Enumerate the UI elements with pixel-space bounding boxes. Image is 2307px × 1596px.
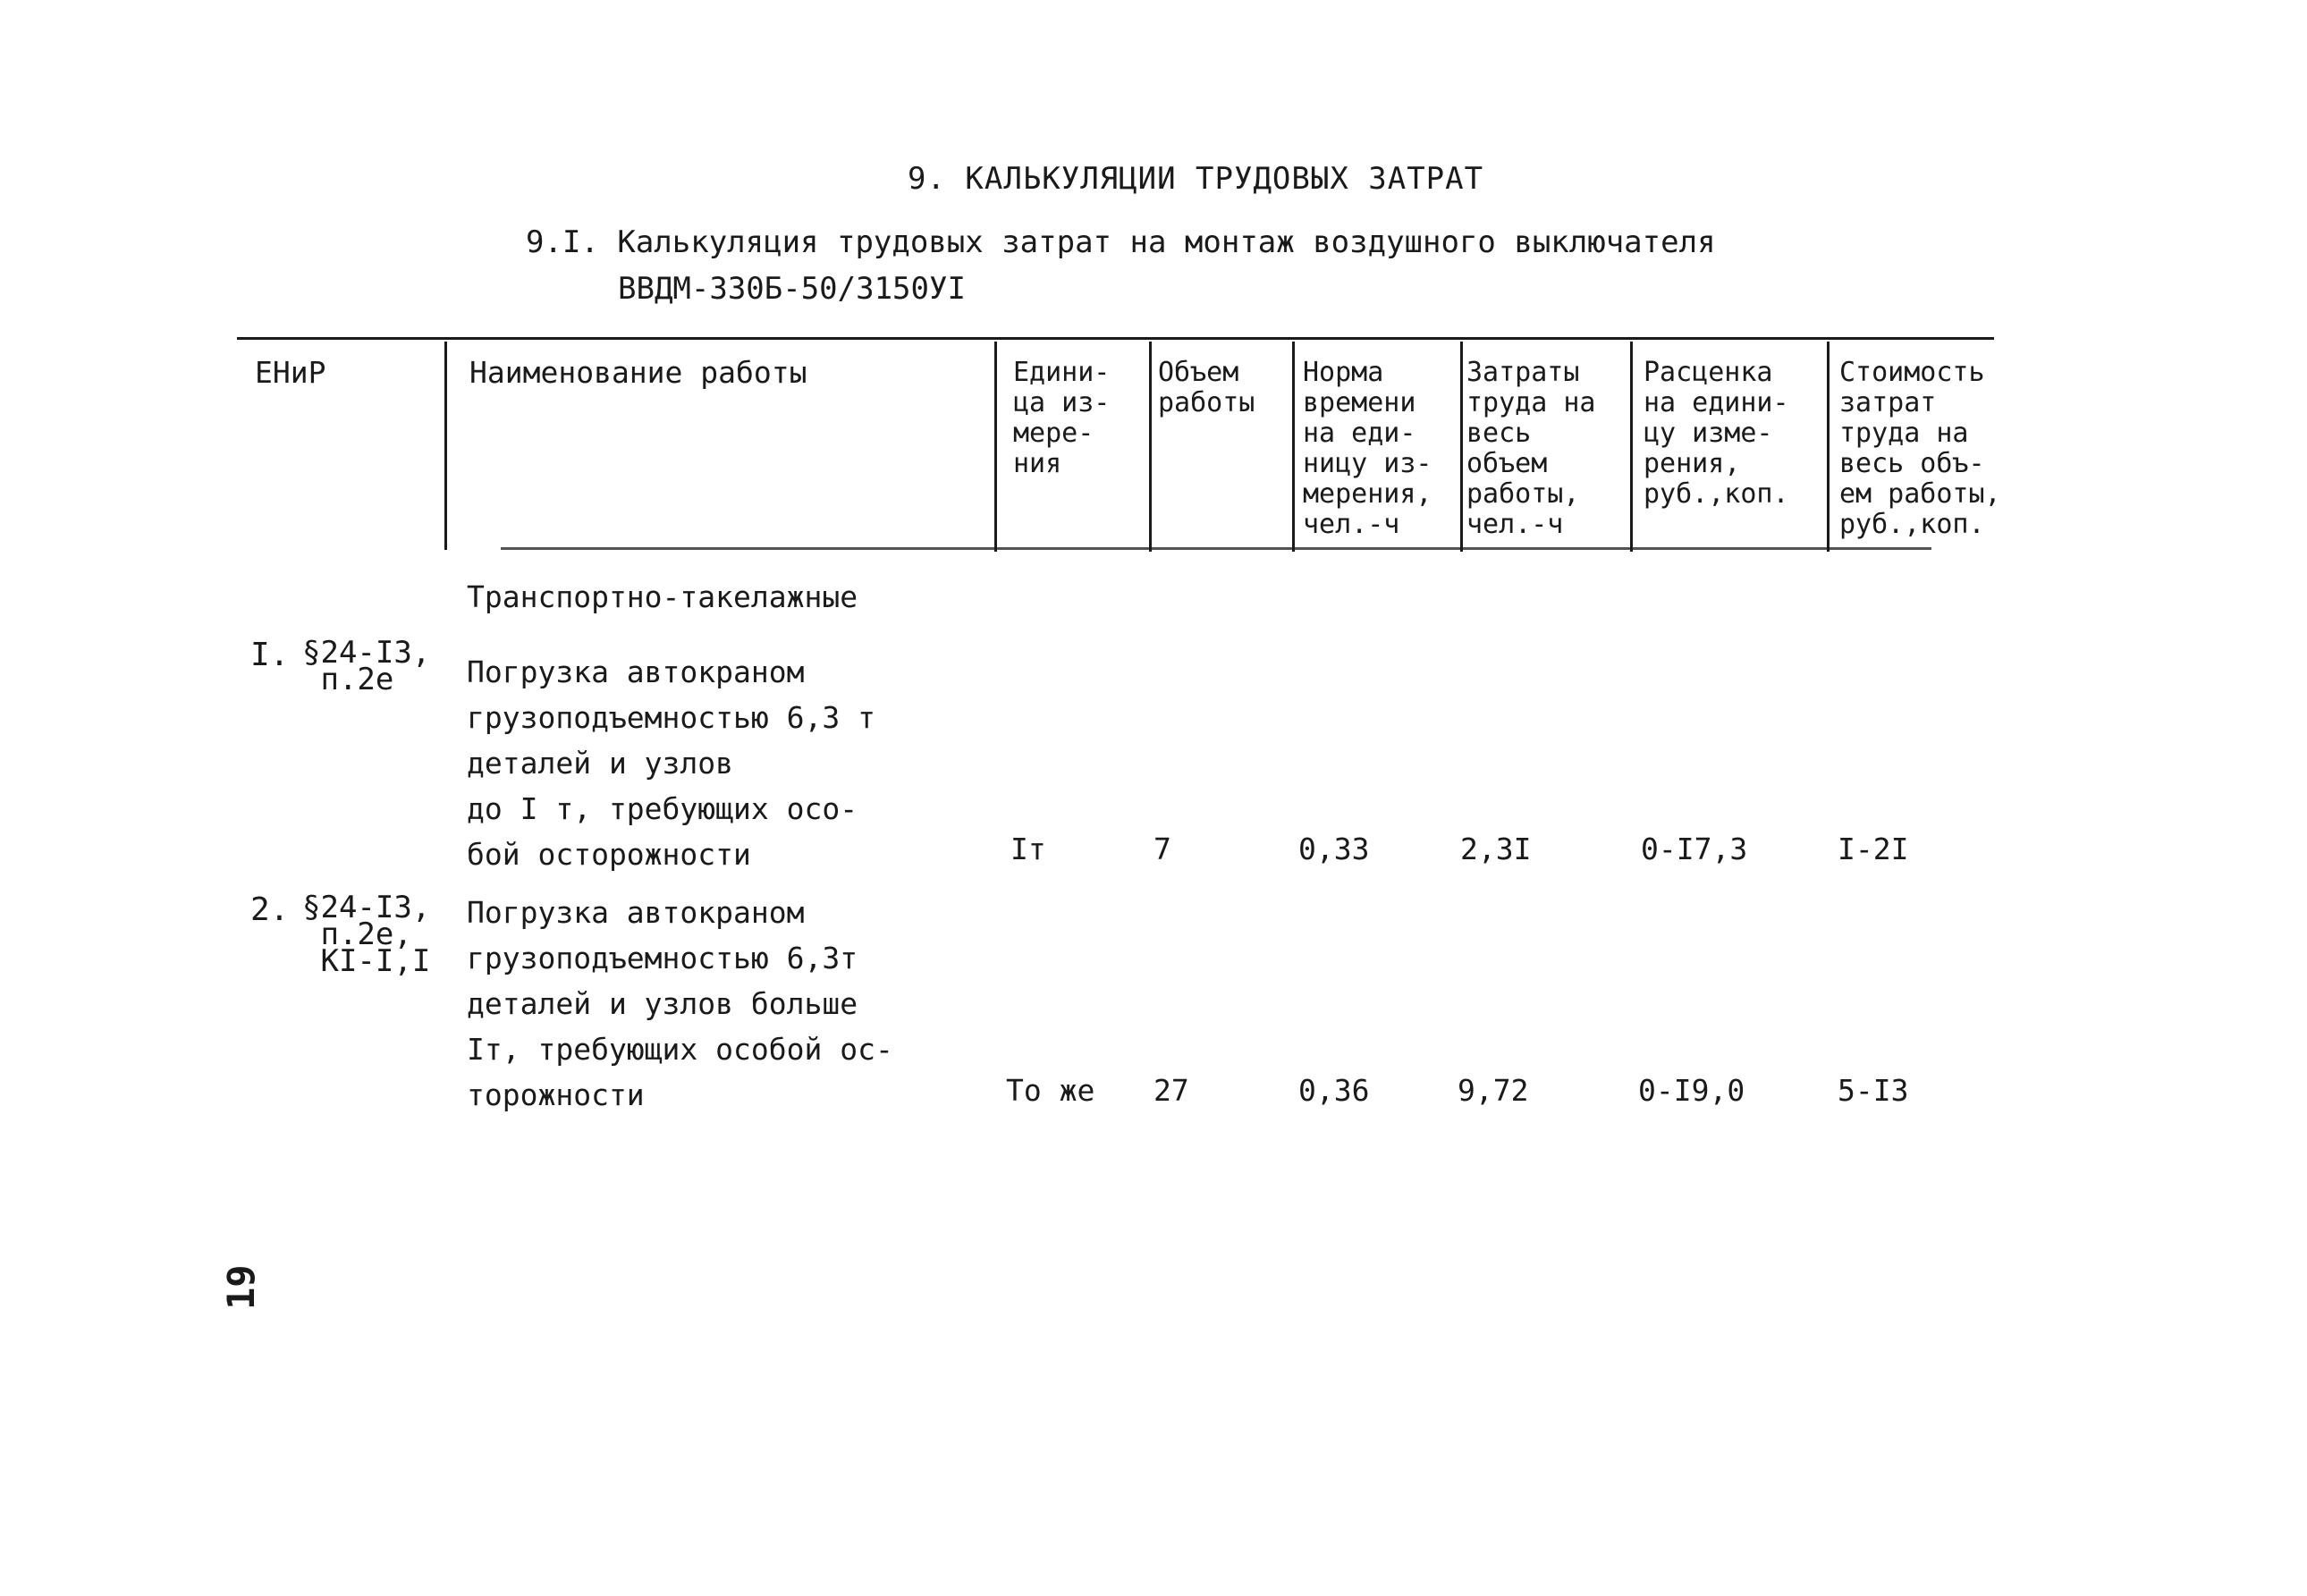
row-description: Погрузка автокраном грузоподъемностью 6,3 т деталей и узлов до I т, требующих осо- бой осторожности	[467, 654, 875, 872]
column-divider-5	[1460, 342, 1463, 552]
document-title: 9. КАЛЬКУЛЯЦИИ ТРУДОВЫХ ЗАТРАТ	[908, 161, 1484, 197]
page-number: 19	[219, 1264, 263, 1310]
row-rate: 0-I7,3	[1641, 832, 1748, 866]
section-heading: Транспортно-такелажные	[467, 579, 858, 614]
row-rate: 0-I9,0	[1638, 1073, 1745, 1108]
column-divider-7	[1827, 342, 1830, 552]
column-divider-2	[994, 342, 997, 552]
column-divider-1	[444, 342, 447, 550]
table-top-rule	[237, 337, 1994, 340]
row-time-norm: 0,36	[1298, 1073, 1370, 1108]
row-unit: То же	[1006, 1073, 1095, 1108]
row-time-norm: 0,33	[1298, 832, 1370, 866]
row-enir-ref: §24-I3, п.2е, KI-I,I	[302, 890, 431, 979]
subtitle-line-2: ВВДМ-330Б-50/3150УI	[618, 271, 966, 307]
header-enir: ЕНиР	[255, 355, 326, 390]
header-cost: Стоимость затрат труда на весь объ- ем работы, руб.,коп.	[1839, 357, 2001, 540]
row-labor-total: 2,3I	[1460, 832, 1532, 866]
row-cost: I-2I	[1838, 832, 1909, 866]
row-enir-ref: §24-I3, п.2е	[302, 635, 431, 697]
row-volume: 27	[1154, 1073, 1189, 1108]
header-time-norm: Норма времени на еди- ницу из- мерения, чел.-ч	[1303, 357, 1432, 540]
row-unit: Iт	[1010, 832, 1046, 866]
row-cost: 5-I3	[1838, 1073, 1909, 1108]
column-divider-3	[1149, 342, 1152, 552]
row-labor-total: 9,72	[1458, 1073, 1529, 1108]
subtitle-line-1: 9.I. Калькуляция трудовых затрат на монтаж воздушного выключателя	[526, 224, 1716, 260]
row-description: Погрузка автокраном грузоподъемностью 6,3т деталей и узлов больше Iт, требующих особой ос- торожности	[467, 895, 893, 1112]
column-divider-4	[1292, 342, 1295, 552]
table-header-separator	[501, 547, 1931, 550]
header-rate: Расценка на едини- цу изме- рения, руб.,коп.	[1644, 357, 1789, 510]
header-unit: Едини- ца из- мере- ния	[1013, 357, 1111, 479]
row-volume: 7	[1154, 832, 1171, 866]
column-divider-6	[1630, 342, 1633, 552]
header-labor-total: Затраты труда на весь объем работы, чел.-ч	[1466, 357, 1596, 540]
header-volume: Объем работы	[1158, 357, 1255, 418]
header-work-name: Наименование работы	[469, 355, 807, 390]
row-number: I.	[250, 637, 290, 673]
row-number: 2.	[250, 891, 290, 928]
document-subtitle	[526, 219, 1716, 312]
